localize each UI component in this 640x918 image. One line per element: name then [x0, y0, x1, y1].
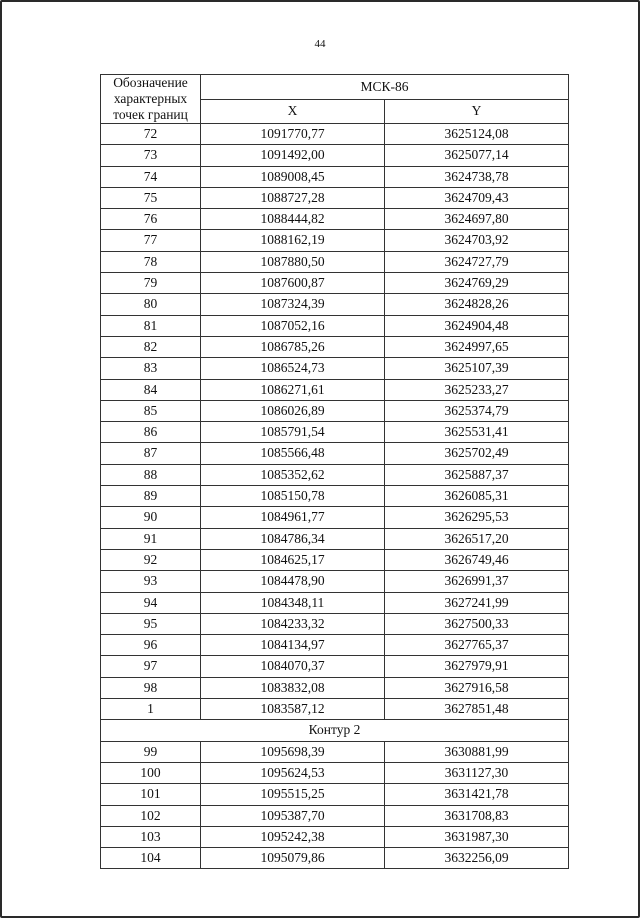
- table-row: [101, 677, 569, 698]
- table-row: [101, 613, 569, 634]
- x-coordinate-cell: 1086785,26: [201, 336, 385, 357]
- y-coordinate-cell: 3625107,39: [385, 358, 569, 379]
- y-coordinate-cell: 3624703,92: [385, 230, 569, 251]
- x-coordinate-cell: 1084348,11: [201, 592, 385, 613]
- x-coordinate-cell: 1091492,00: [201, 145, 385, 166]
- point-number-cell: 76: [101, 209, 201, 230]
- x-coordinate-cell: 1095079,86: [201, 848, 385, 869]
- point-number-cell: 81: [101, 315, 201, 336]
- x-coordinate-cell: 1085791,54: [201, 422, 385, 443]
- point-number-cell: 101: [101, 784, 201, 805]
- x-coordinate-cell: 1084625,17: [201, 549, 385, 570]
- y-coordinate-cell: 3626085,31: [385, 486, 569, 507]
- x-coordinate-cell: 1095624,53: [201, 762, 385, 783]
- x-coordinate-cell: 1084961,77: [201, 507, 385, 528]
- table-row: [101, 294, 569, 315]
- x-coordinate-cell: 1088444,82: [201, 209, 385, 230]
- x-coordinate-cell: 1084070,37: [201, 656, 385, 677]
- point-number-cell: 77: [101, 230, 201, 251]
- x-coordinate-cell: 1085150,78: [201, 486, 385, 507]
- table-row: [101, 443, 569, 464]
- table-body: [101, 124, 569, 869]
- y-coordinate-cell: 3625374,79: [385, 400, 569, 421]
- point-number-cell: 102: [101, 805, 201, 826]
- table-row: [101, 528, 569, 549]
- table-row: [101, 166, 569, 187]
- y-coordinate-cell: 3626517,20: [385, 528, 569, 549]
- table-row: [101, 273, 569, 294]
- point-number-cell: 79: [101, 273, 201, 294]
- y-coordinate-cell: 3626991,37: [385, 571, 569, 592]
- y-coordinate-cell: 3631421,78: [385, 784, 569, 805]
- table-row: [101, 571, 569, 592]
- y-coordinate-cell: 3624727,79: [385, 251, 569, 272]
- x-coordinate-cell: 1095242,38: [201, 826, 385, 847]
- x-coordinate-cell: 1085566,48: [201, 443, 385, 464]
- y-coordinate-cell: 3630881,99: [385, 741, 569, 762]
- header-y: Y: [385, 99, 569, 124]
- table-row: [101, 400, 569, 421]
- point-number-cell: 74: [101, 166, 201, 187]
- point-number-cell: 99: [101, 741, 201, 762]
- y-coordinate-cell: 3625531,41: [385, 422, 569, 443]
- y-coordinate-cell: 3624697,80: [385, 209, 569, 230]
- table-row: [101, 656, 569, 677]
- point-number-cell: 78: [101, 251, 201, 272]
- y-coordinate-cell: 3627500,33: [385, 613, 569, 634]
- x-coordinate-cell: 1086271,61: [201, 379, 385, 400]
- x-coordinate-cell: 1087324,39: [201, 294, 385, 315]
- table-row: [101, 826, 569, 847]
- table-row: [101, 635, 569, 656]
- table-row: [101, 379, 569, 400]
- x-coordinate-cell: 1087052,16: [201, 315, 385, 336]
- header-coordinate-system: МСК-86: [201, 75, 569, 100]
- y-coordinate-cell: 3627916,58: [385, 677, 569, 698]
- y-coordinate-cell: 3625702,49: [385, 443, 569, 464]
- table-row: [101, 336, 569, 357]
- table-row: [101, 422, 569, 443]
- header-points-label: Обозначение характерных точек границ: [101, 75, 201, 124]
- y-coordinate-cell: 3625077,14: [385, 145, 569, 166]
- x-coordinate-cell: 1091770,77: [201, 124, 385, 145]
- x-coordinate-cell: 1084478,90: [201, 571, 385, 592]
- table-row: [101, 741, 569, 762]
- y-coordinate-cell: 3631127,30: [385, 762, 569, 783]
- table-row: [101, 507, 569, 528]
- point-number-cell: 83: [101, 358, 201, 379]
- y-coordinate-cell: 3631987,30: [385, 826, 569, 847]
- point-number-cell: 1: [101, 699, 201, 720]
- table-row: [101, 209, 569, 230]
- x-coordinate-cell: 1086524,73: [201, 358, 385, 379]
- coordinates-table: [100, 74, 569, 869]
- y-coordinate-cell: 3626295,53: [385, 507, 569, 528]
- point-number-cell: 73: [101, 145, 201, 166]
- y-coordinate-cell: 3631708,83: [385, 805, 569, 826]
- x-coordinate-cell: 1088162,19: [201, 230, 385, 251]
- point-number-cell: 87: [101, 443, 201, 464]
- table-row: [101, 762, 569, 783]
- y-coordinate-cell: 3627979,91: [385, 656, 569, 677]
- x-coordinate-cell: 1083587,12: [201, 699, 385, 720]
- point-number-cell: 82: [101, 336, 201, 357]
- point-number-cell: 91: [101, 528, 201, 549]
- x-coordinate-cell: 1084134,97: [201, 635, 385, 656]
- y-coordinate-cell: 3624769,29: [385, 273, 569, 294]
- table-row: [101, 848, 569, 869]
- x-coordinate-cell: 1084233,32: [201, 613, 385, 634]
- y-coordinate-cell: 3624828,26: [385, 294, 569, 315]
- x-coordinate-cell: 1086026,89: [201, 400, 385, 421]
- table-row: [101, 592, 569, 613]
- x-coordinate-cell: 1095698,39: [201, 741, 385, 762]
- y-coordinate-cell: 3624904,48: [385, 315, 569, 336]
- y-coordinate-cell: 3632256,09: [385, 848, 569, 869]
- point-number-cell: 97: [101, 656, 201, 677]
- x-coordinate-cell: 1089008,45: [201, 166, 385, 187]
- x-coordinate-cell: 1083832,08: [201, 677, 385, 698]
- x-coordinate-cell: 1088727,28: [201, 187, 385, 208]
- table-row: [101, 358, 569, 379]
- header-x: X: [201, 99, 385, 124]
- point-number-cell: 100: [101, 762, 201, 783]
- x-coordinate-cell: 1084786,34: [201, 528, 385, 549]
- y-coordinate-cell: 3625124,08: [385, 124, 569, 145]
- table-row: [101, 464, 569, 485]
- table-row: [101, 699, 569, 720]
- x-coordinate-cell: 1095387,70: [201, 805, 385, 826]
- table-row: [101, 230, 569, 251]
- point-number-cell: 104: [101, 848, 201, 869]
- point-number-cell: 96: [101, 635, 201, 656]
- y-coordinate-cell: 3626749,46: [385, 549, 569, 570]
- point-number-cell: 80: [101, 294, 201, 315]
- y-coordinate-cell: 3625233,27: [385, 379, 569, 400]
- point-number-cell: 75: [101, 187, 201, 208]
- point-number-cell: 92: [101, 549, 201, 570]
- x-coordinate-cell: 1095515,25: [201, 784, 385, 805]
- y-coordinate-cell: 3627241,99: [385, 592, 569, 613]
- y-coordinate-cell: 3624738,78: [385, 166, 569, 187]
- y-coordinate-cell: 3627765,37: [385, 635, 569, 656]
- point-number-cell: 103: [101, 826, 201, 847]
- section-title: Контур 2: [101, 720, 569, 741]
- y-coordinate-cell: 3624997,65: [385, 336, 569, 357]
- point-number-cell: 84: [101, 379, 201, 400]
- point-number-cell: 93: [101, 571, 201, 592]
- x-coordinate-cell: 1087600,87: [201, 273, 385, 294]
- point-number-cell: 95: [101, 613, 201, 634]
- x-coordinate-cell: 1087880,50: [201, 251, 385, 272]
- y-coordinate-cell: 3625887,37: [385, 464, 569, 485]
- point-number-cell: 89: [101, 486, 201, 507]
- y-coordinate-cell: 3627851,48: [385, 699, 569, 720]
- table-row: [101, 784, 569, 805]
- table-row: [101, 251, 569, 272]
- point-number-cell: 90: [101, 507, 201, 528]
- point-number-cell: 88: [101, 464, 201, 485]
- y-coordinate-cell: 3624709,43: [385, 187, 569, 208]
- table-row: [101, 805, 569, 826]
- table-row: [101, 187, 569, 208]
- point-number-cell: 86: [101, 422, 201, 443]
- table-row: [101, 549, 569, 570]
- point-number-cell: 94: [101, 592, 201, 613]
- section-title-row: [101, 720, 569, 741]
- table-row: [101, 315, 569, 336]
- x-coordinate-cell: 1085352,62: [201, 464, 385, 485]
- point-number-cell: 72: [101, 124, 201, 145]
- table-row: [101, 486, 569, 507]
- table-row: [101, 124, 569, 145]
- point-number-cell: 98: [101, 677, 201, 698]
- page-number: 44: [314, 38, 326, 50]
- table-row: [101, 145, 569, 166]
- point-number-cell: 85: [101, 400, 201, 421]
